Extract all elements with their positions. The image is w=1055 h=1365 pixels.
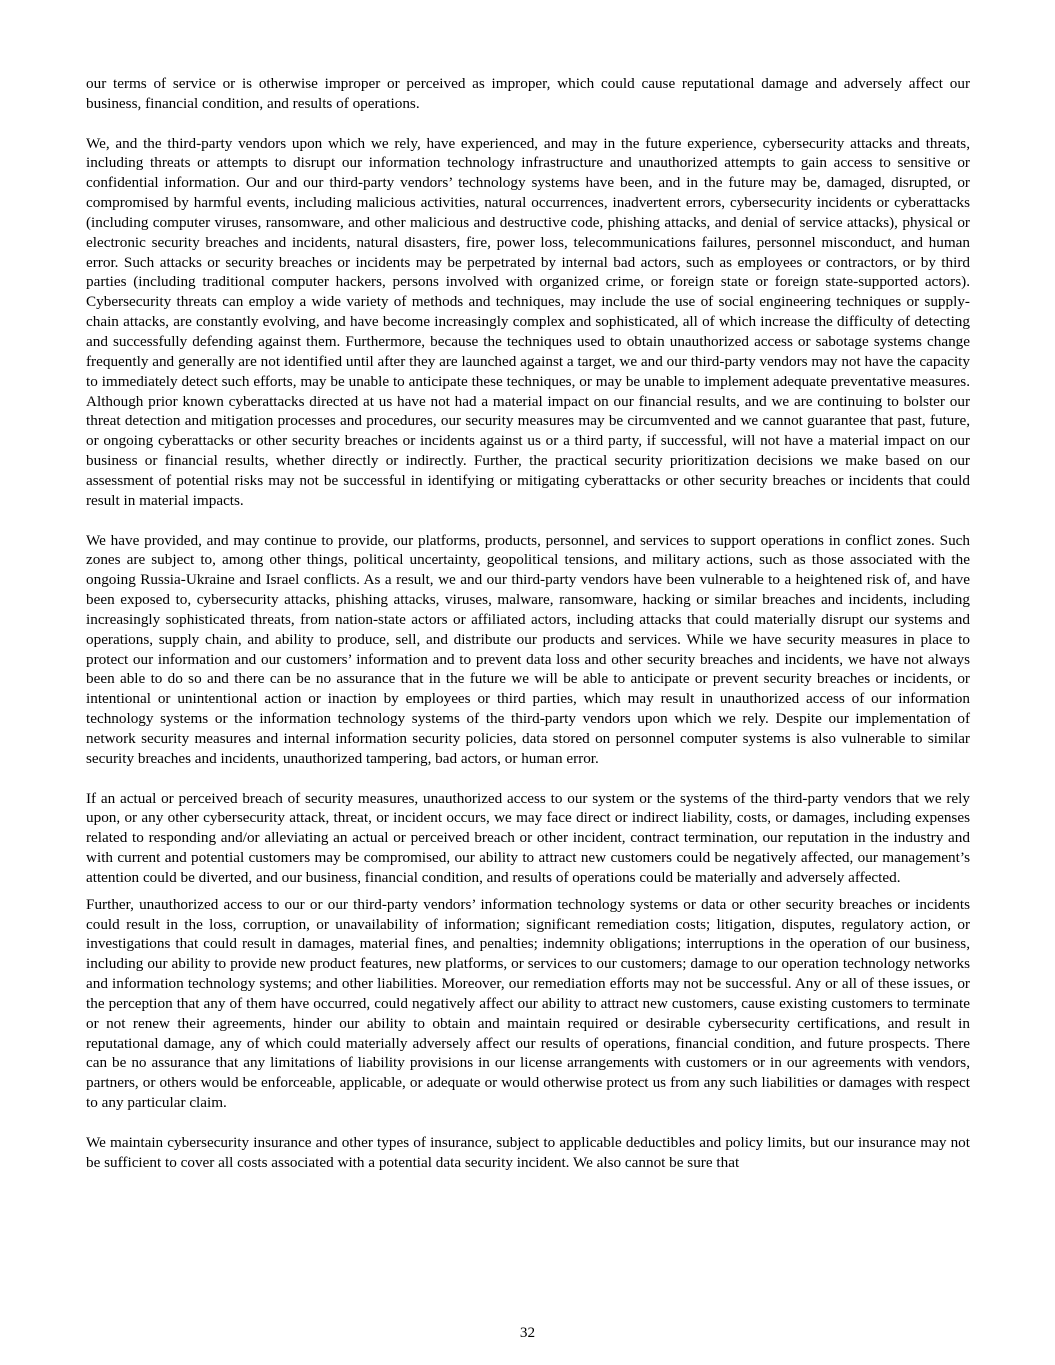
- document-page: [86, 74, 970, 1173]
- page-number: 32: [519, 1324, 536, 1341]
- paragraph-cybersecurity-attacks-and-threats: We, and the third-party vendors upon which we rely, have experienced, and may in the future experience, cybersecurity attacks and threats, including threats or attempts to disrupt our information technology infrastructure and unauthorized attempts to gain access to sensitive or confidential information. Our and our third-party vendors’ technology systems have been, and in the future may be, damaged, disrupted, or compromised by harmful events, including malicious activities, natural occurrences, inadvertent errors, cybersecurity incidents or cyberattacks (including computer viruses, ransomware, and other malicious and destructive code, phishing attacks, and denial of service attacks), physical or electronic security breaches and incidents, natural disasters, fire, power loss, telecommunications failures, personnel misconduct, and human error. Such attacks or security breaches or incidents may be perpetrated by internal bad actors, such as employees or contractors, or by third parties (including traditional computer hackers, persons involved with organized crime, or foreign state or foreign state-supported actors). Cybersecurity threats can employ a wide variety of methods and techniques, may include the use of social engineering techniques or supply-chain attacks, are constantly evolving, and have become increasingly complex and sophisticated, all of which increase the difficulty of detecting and successfully defending against them. Furthermore, because the techniques used to obtain unauthorized access or sabotage systems change frequently and generally are not identified until after they are launched against a target, we and our third-party vendors may not have the capacity to immediately detect such efforts, may be unable to anticipate these techniques, or may be unable to implement adequate preventative measures. Although prior known cyberattacks directed at us have not had a material impact on our financial results, and we are continuing to bolster our threat detection and mitigation processes and procedures, our security measures may be circumvented and we cannot guarantee that past, future, or ongoing cyberattacks or other security breaches or incidents against us or a third party, if successful, will not have a material impact on our business or financial results, whether directly or indirectly. Further, the practical security prioritization decisions we make based on our assessment of potential risks may not be successful in identifying or mitigating cyberattacks or other security breaches or incidents that could result in material impacts.: [86, 134, 970, 509]
- paragraph-continuation-terms-of-service: our terms of service or is otherwise improper or perceived as improper, which could cause reputational damage and adversely affect our business, financial condition, and results of operations.: [86, 75, 970, 112]
- paragraph-conflict-zones: We have provided, and may continue to provide, our platforms, products, personnel, and services to support operations in conflict zones. Such zones are subject to, among other things, political uncertainty, geopolitical tensions, and military actions, such as those associated with the ongoing Russia-Ukraine and Israel conflicts. As a result, we and our third-party vendors have been vulnerable to a heightened risk of, and have been exposed to, cybersecurity attacks, phishing attacks, viruses, malware, ransomware, hacking or similar breaches and incidents, including increasingly sophisticated threats, from nation-state actors or affiliated actors, including attacks that could materially disrupt our systems and operations, supply chain, and ability to produce, sell, and distribute our products and services. While we have security measures in place to protect our information and our customers’ information and to prevent data loss and other security breaches and incidents, we have not always been able to do so and there can be no assurance that in the future we will be able to anticipate or prevent security breaches or incidents, or intentional or unintentional action or inaction by employees or third parties, which may result in unauthorized access of our information technology systems or the information technology systems of the third-party vendors upon which we rely. Despite our implementation of network security measures and internal information security policies, data stored on personnel computer systems is also vulnerable to similar security breaches and incidents, unauthorized tampering, bad actors, or human error.: [86, 531, 970, 767]
- paragraph-cybersecurity-insurance: We maintain cybersecurity insurance and other types of insurance, subject to applicable deductibles and policy limits, but our insurance may not be sufficient to cover all costs associated with a potential data security incident. We also cannot be sure that: [86, 1133, 970, 1171]
- paragraph-unauthorized-access-consequences: Further, unauthorized access to our or our third-party vendors’ information technology systems or data or other security breaches or incidents could result in the loss, corruption, or unavailability of information; significant remediation costs; litigation, disputes, regulatory action, or investigations that could result in damages, material fines, and penalties; indemnity obligations; interruptions in the operation of our business, including our ability to provide new product features, new platforms, or services to our customers; damage to our operation technology networks and information technology systems; and other liabilities. Moreover, our remediation efforts may not be successful. Any or all of these issues, or the perception that any of them have occurred, could negatively affect our ability to attract new customers, cause existing customers to terminate or not renew their agreements, hinder our ability to obtain and maintain required or desirable cybersecurity certifications, and result in reputational damage, any of which could materially adversely affect our results of operations, financial condition, and future prospects. There can be no assurance that any limitations of liability provisions in our license arrangements with customers or in our agreements with vendors, partners, or others would be enforceable, applicable, or adequate or would otherwise protect us from any such liabilities or damages with respect to any particular claim.: [86, 895, 970, 1112]
- paragraph-breach-of-security-measures: If an actual or perceived breach of security measures, unauthorized access to our system or the systems of the third-party vendors that we rely upon, or any other cybersecurity attack, threat, or incident occurs, we may face direct or indirect liability, costs, or damages, including expenses related to responding and/or alleviating an actual or perceived breach or other incident, contract termination, our reputation in the industry and with current and potential customers may be compromised, our ability to attract new customers could be negatively affected, our management’s attention could be diverted, and our business, financial condition, and results of operations could be materially and adversely affected.: [86, 789, 970, 886]
